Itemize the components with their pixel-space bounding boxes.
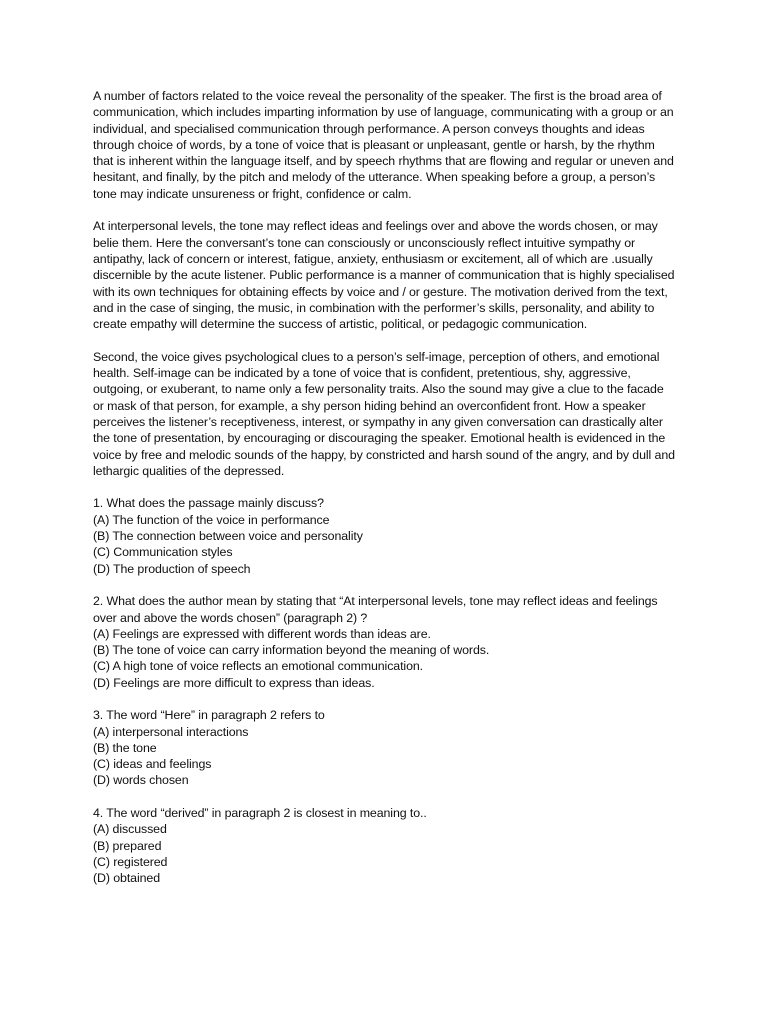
question-2-option-d: (D) Feelings are more difficult to express than ideas. — [93, 675, 375, 690]
question-4-option-d: (D) obtained — [93, 871, 160, 886]
question-1-option-d: (D) The production of speech — [93, 561, 251, 576]
passage-paragraph-3: Second, the voice gives psychological clues to a person’s self-image, perception of others, and emotional health. Self-image can be indicated by a tone of voice that is confident, pretentious, shy, aggressive, outgoing, or exuberant, to name only a few personality traits. Also the sound may give a clue to the facade or mask of that person, for example, a shy person hiding behind an overconfident front. How a speaker perceives the listener’s receptiveness, interest, or sympathy in any given conversation can drastically alter the tone of presentation, by encouraging or discouraging the speaker. Emotional health is evidenced in the voice by free and melodic sounds of the happy, by constricted and harsh sound of the angry, and by dull and lethargic qualities of the depressed. — [93, 349, 675, 478]
question-3-prompt: 3. The word “Here” in paragraph 2 refers to — [93, 708, 325, 723]
passage-paragraph-1: A number of factors related to the voice reveal the personality of the speaker. The first is the broad area of communication, which includes imparting information by use of language, communicating with a group or an individual, and specialised communication through performance. A person conveys thoughts and ideas through choice of words, by a tone of voice that is pleasant or unpleasant, gentle or harsh, by the rhythm that is inherent within the language itself, and by speech rhythms that are flowing and regular or uneven and hesitant, and finally, by the pitch and melody of the utterance. When speaking before a group, a person’s tone may indicate unsureness or fright, confidence or calm. — [93, 89, 674, 201]
question-3-option-a: (A) interpersonal interactions — [93, 724, 249, 739]
question-4-option-a: (A) discussed — [93, 822, 167, 837]
question-1-prompt: 1. What does the passage mainly discuss? — [93, 496, 324, 511]
question-2-option-c: (C) A high tone of voice reflects an emotional communication. — [93, 659, 423, 674]
question-2 — [93, 593, 675, 691]
question-2-option-b: (B) The tone of voice can carry information beyond the meaning of words. — [93, 643, 490, 658]
question-3-option-b: (B) the tone — [93, 740, 157, 755]
question-1-option-a: (A) The function of the voice in performance — [93, 512, 330, 527]
question-4-prompt: 4. The word “derived” in paragraph 2 is closest in meaning to.. — [93, 806, 427, 821]
question-2-option-a: (A) Feelings are expressed with different words than ideas are. — [93, 626, 431, 641]
question-1-option-c: (C) Communication styles — [93, 545, 233, 560]
question-4-option-c: (C) registered — [93, 854, 168, 869]
passage-paragraph-2: At interpersonal levels, the tone may reflect ideas and feelings over and above the words chosen, or may belie them. Here the conversant’s tone can consciously or unconsciously reflect intuitive sympathy or antipathy, lack of concern or interest, fatigue, anxiety, enthusiasm or excitement, all of which are .usually discernible by the acute listener. Public performance is a manner of communication that is highly specialised with its own techniques for obtaining effects by voice and / or gesture. The motivation derived from the text, and in the case of singing, the music, in combination with the performer’s skills, personality, and ability to create empathy will determine the success of artistic, political, or pedagogic communication. — [93, 219, 675, 332]
document-page — [93, 88, 675, 903]
question-3 — [93, 707, 675, 788]
question-1-option-b: (B) The connection between voice and personality — [93, 529, 363, 544]
question-4 — [93, 805, 675, 886]
question-4-option-b: (B) prepared — [93, 838, 162, 853]
question-1 — [93, 495, 675, 576]
question-3-option-d: (D) words chosen — [93, 773, 189, 788]
question-3-option-c: (C) ideas and feelings — [93, 757, 212, 772]
question-2-prompt: 2. What does the author mean by stating that “At interpersonal levels, tone may reflect ideas and feelings over and above the words chosen” (paragraph 2) ? — [93, 594, 658, 625]
